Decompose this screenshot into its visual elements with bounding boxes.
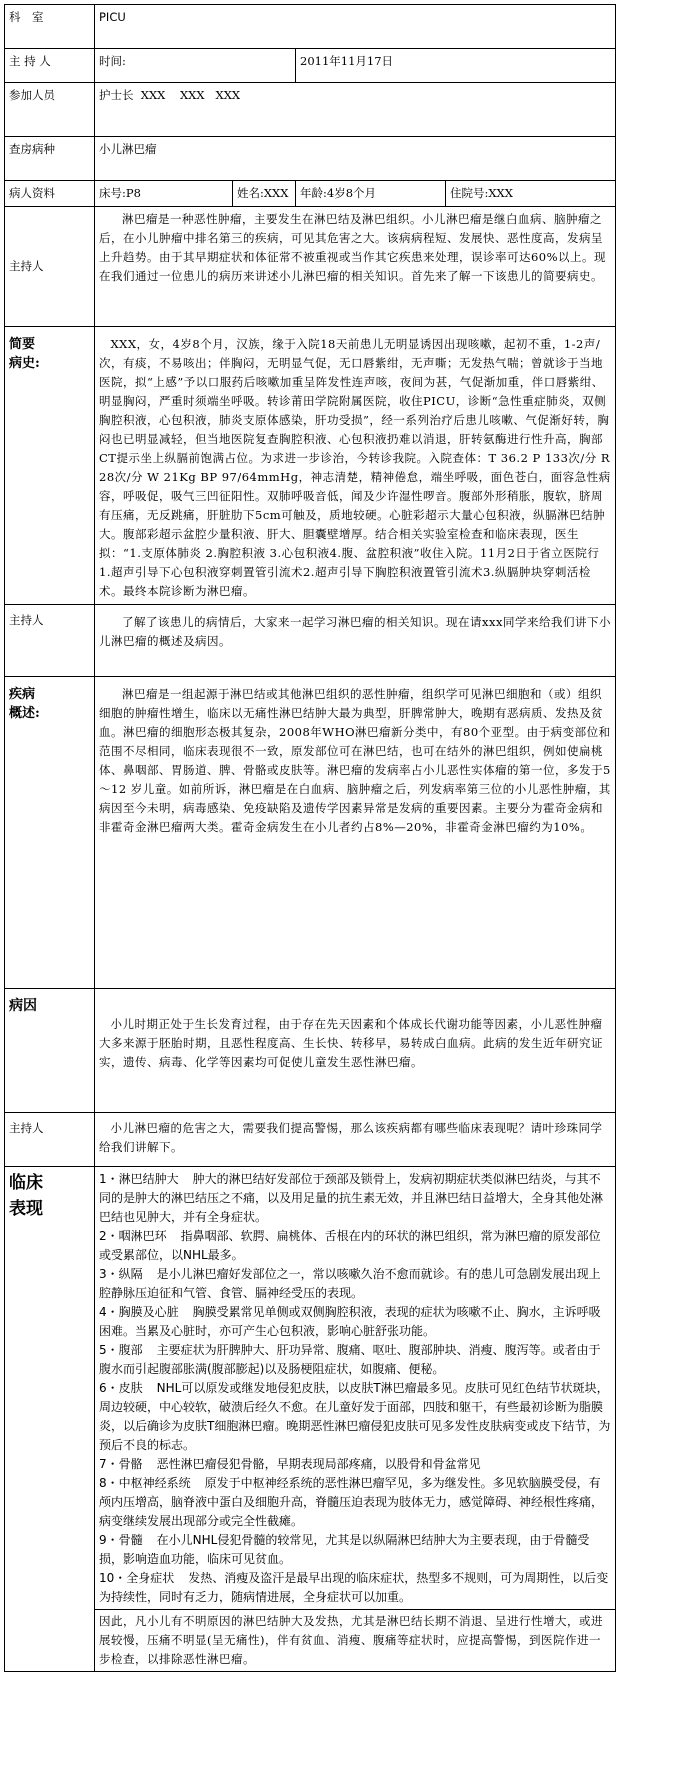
participants-label: 参加人员 [5, 83, 95, 137]
time-label: 时间: [95, 49, 296, 83]
host-question-cell [95, 1113, 616, 1167]
clinical-item [99, 1455, 611, 1474]
department-label: 科 室 [5, 5, 95, 49]
history-cell [95, 327, 616, 605]
overview-label: 疾病 概述: [5, 677, 95, 989]
host-transition-cell [95, 605, 616, 677]
clinical-items-list [99, 1170, 611, 1607]
overview-text: 淋巴瘤是一组起源于淋巴结或其他淋巴组织的恶性肿瘤，组织学可见淋巴细胞和（或）组织细胞的肿瘤性增生，临床以无痛性淋巴结肿大最为典型，肝脾常肿大，晚期有恶病质、发热及贫血。淋巴瘤的细胞形态极其复杂，2008年WHO淋巴瘤新分类中，有80个亚型。由于病变部位和范围不尽相同，临床表现很不一致，原发部位可在淋巴结，也可在结外的淋巴组织，例如使扁桃体、鼻咽部、胃肠道、脾、骨骼或皮肤等。淋巴瘤的发病率占小儿恶性实体瘤的第一位，多发于5～12 岁儿童。如前所诉，淋巴瘤是在白血病、脑肿瘤之后，列发病率第三位的小儿恶性肿瘤，其病因至今未明，病毒感染、免疫缺陷及遗传学因素异常是发病的重要因素。主要分为霍奇金病和非霍奇金淋巴瘤两大类。霍奇金病发生在小儿者约占8%—20%，非霍奇金淋巴瘤约为10%。 [99, 687, 611, 834]
participants-row [5, 83, 616, 137]
clinical-item [99, 1227, 611, 1265]
clinical-item [99, 1531, 611, 1569]
host-question-text: 小儿淋巴瘤的危害之大，需要我们提高警惕，那么该疾病都有哪些临床表现呢？请叶珍珠同学给我们讲解下。 [99, 1121, 603, 1154]
host-transition-row [5, 605, 616, 677]
etiology-cell [95, 989, 616, 1113]
disease-type-label: 查房病种 [5, 137, 95, 181]
history-label: 简要 病史: [5, 327, 95, 605]
clinical-item [99, 1265, 611, 1303]
clinical-label: 临床 表现 [5, 1167, 95, 1672]
clinical-item-text: 发热、消瘦及盗汗是最早出现的临床症状，热型多不规则，可为周期性，以后变为持续性，同时有乏力，随病情进展，全身症状可以加重。 [99, 1571, 609, 1604]
overview-cell [95, 677, 616, 989]
etiology-row [5, 989, 616, 1113]
clinical-item-title: 3・纵隔 [99, 1267, 143, 1281]
clinical-item-title: 4・胸膜及心脏 [99, 1305, 179, 1319]
clinical-item-title: 6・皮肤 [99, 1381, 143, 1395]
department-row [5, 5, 616, 49]
clinical-item-text: 在小儿NHL侵犯骨髓的较常见，尤其是以纵隔淋巴结肿大为主要表现，由于骨髓受损，影响造血功能，临床可见贫血。 [99, 1533, 590, 1566]
etiology-label: 病因 [5, 989, 95, 1113]
clinical-item-title: 8・中枢神经系统 [99, 1476, 191, 1490]
host-intro-label: 主持人 [5, 207, 95, 327]
clinical-closing-text: 因此，凡小儿有不明原因的淋巴结肿大及发热，尤其是淋巴结长期不消退、呈进行性增大，或进展较慢，压痛不明显(呈无痛性)，伴有贫血、消瘦、腹痛等症状时，应提高警惕，到医院作进一步检查，以排除恶性淋巴瘤。 [95, 1609, 615, 1669]
disease-type-row [5, 137, 616, 181]
host-row [5, 49, 616, 83]
clinical-item [99, 1341, 611, 1379]
clinical-item-title: 10・全身症状 [99, 1571, 175, 1585]
overview-row [5, 677, 616, 989]
clinical-item-title: 1・淋巴结肿大 [99, 1172, 179, 1186]
clinical-item-title: 7・骨骼 [99, 1457, 143, 1471]
clinical-item-text: 是小儿淋巴瘤好发部位之一，常以咳嗽久治不愈而就诊。有的患儿可急剧发展出现上腔静脉压迫征和气管、食管、膈神经受压的表现。 [99, 1267, 601, 1300]
patient-info-row [5, 181, 616, 207]
host-intro-row [5, 207, 616, 327]
clinical-item-title: 9・骨髓 [99, 1533, 143, 1547]
clinical-cell [95, 1167, 616, 1672]
disease-type-value: 小儿淋巴瘤 [95, 137, 616, 181]
bed-number: 床号:P8 [95, 181, 233, 207]
clinical-item [99, 1303, 611, 1341]
host-question-label: 主持人 [5, 1113, 95, 1167]
clinical-row [5, 1167, 616, 1672]
host-label: 主 持 人 [5, 49, 95, 83]
clinical-item-text: 指鼻咽部、软腭、扁桃体、舌根在内的环状的淋巴组织，常为淋巴瘤的原发部位或受累部位，以NHL最多。 [99, 1229, 601, 1262]
host-transition-text: 了解了该患儿的病情后，大家来一起学习淋巴瘤的相关知识。现在请xxx同学来给我们讲下小儿淋巴瘤的概述及病因。 [99, 615, 611, 648]
department-value: PICU [95, 5, 616, 49]
patient-info-label: 病人资料 [5, 181, 95, 207]
participants-value: 护士长 XXX XXX XXX [95, 83, 616, 137]
host-question-row [5, 1113, 616, 1167]
etiology-text: 小儿时期正处于生长发育过程，由于存在先天因素和个体成长代谢功能等因素，小儿恶性肿瘤大多来源于胚胎时期，且恶性程度高、生长快、转移早，易转成白血病。此病的发生近年研究证实，遗传、病毒、化学等因素均可促使儿童发生恶性淋巴瘤。 [99, 1017, 603, 1069]
clinical-item-text: 胸膜受累常见单侧或双侧胸腔积液，表现的症状为咳嗽不止、胸水，主诉呼吸困难。当累及心脏时，亦可产生心包积液，影响心脏舒张功能。 [99, 1305, 601, 1338]
host-intro-text: 淋巴瘤是一种恶性肿瘤，主要发生在淋巴结及淋巴组织。小儿淋巴瘤是继白血病、脑肿瘤之后，在小儿肿瘤中排名第三的疾病，可见其危害之大。该病病程短、发展快、恶性度高，发病呈上升趋势。由于其早期症状和体征常不被重视或当作其它疾患来处理，误诊率可达60%以上。现在我们通过一位患儿的病历来讲述小儿淋巴瘤的相关知识。首先来了解一下该患儿的简要病史。 [99, 212, 607, 283]
patient-name: 姓名:XXX [233, 181, 296, 207]
date-value: 2011年11月17日 [296, 49, 616, 83]
history-text: XXX，女，4岁8个月，汉族，缘于入院18天前患儿无明显诱因出现咳嗽，起初不重，1-2声/次，有痰，不易咳出；伴胸闷，无明显气促，无口唇紫绀，无声嘶；无发热气喘；曾就诊于当地医院，拟“上感”予以口服药后咳嗽加重呈阵发性连声咳，夜间为甚，气促渐加重，伴口唇紫绀、明显胸闷，严重时须端坐呼吸。转诊莆田学院附属医院，收住PICU，诊断“急性重症肺炎，双侧胸腔积液，心包积液，肺炎支原体感染，肝功受损”，经一系列治疗后患儿咳嗽、气促渐好转，胸闷也已明显减轻，但当地医院复查胸腔积液、心包积液扔难以消退，肝转氨酶进行性升高，胸部CT提示坐上纵膈前饱满占位。为求进一步诊治，今转诊我院。入院查体：T 36.2 P 133次/分 R 28次/分 W 21Kg BP 97/64mmHg，神志清楚，精神倦怠，端坐呼吸，面色苍白，面容急性病容，呼吸促，吸气三凹征阳性。双肺呼吸音低，闻及少许湿性啰音。腹部外形稍胀，腹软，脐周有压痛，无反跳痛，肝脏肋下5cm可触及，质地较硬。心脏彩超示大量心包积液，纵膈淋巴结肿大。腹部彩超示盆腔少量积液、肝大、胆囊壁增厚。结合相关实验室检查和临床表现，医生拟：“1.支原体肺炎 2.胸腔积液 3.心包积液4.腹、盆腔积液”收住入院。11月2日于省立医院行1.超声引导下心包积液穿刺置管引流术2.超声引导下胸腔积液置管引流术3.纵膈肿块穿刺活检术。最终本院诊断为淋巴瘤。 [99, 337, 611, 598]
history-row [5, 327, 616, 605]
ward-round-record-table [4, 4, 616, 1672]
clinical-item [99, 1379, 611, 1455]
patient-age: 年龄:4岁8个月 [296, 181, 446, 207]
clinical-item-title: 2・咽淋巴环 [99, 1229, 167, 1243]
clinical-item-text: 主要症状为肝脾肿大、肝功异常、腹痛、呕吐、腹部肿块、消瘦、腹泻等。或者由于腹水而引起腹部胀满(腹部膨起)以及肠梗阻症状，如腹痛、便秘。 [99, 1343, 601, 1376]
clinical-item-text: 恶性淋巴瘤侵犯骨骼，早期表现局部疼痛，以股骨和骨盆常见 [156, 1457, 481, 1471]
clinical-item [99, 1569, 611, 1607]
clinical-item-text: 原发于中枢神经系统的恶性淋巴瘤罕见，多为继发性。多见软脑膜受侵，有颅内压增高，脑脊液中蛋白及细胞升高，脊髓压迫表现为肢体无力，感觉障碍、神经根性疼痛，病变继续发展出现部分或完全性截瘫。 [99, 1476, 604, 1528]
host-intro-cell [95, 207, 616, 327]
admission-number: 住院号:XXX [446, 181, 616, 207]
clinical-item-text: 肿大的淋巴结好发部位于颈部及锁骨上，发病初期症状类似淋巴结炎，与其不同的是肿大的淋巴结压之不痛，以及用足量的抗生素无效，并且淋巴结日益增大，全身其他处淋巴结也见肿大，并有全身症状。 [99, 1172, 604, 1224]
clinical-item [99, 1474, 611, 1531]
clinical-item-title: 5・腹部 [99, 1343, 143, 1357]
clinical-item-text: NHL可以原发或继发地侵犯皮肤，以皮肤T淋巴瘤最多见。皮肤可见红色结节状斑块，周边较硬，中心较软，破溃后经久不愈。在儿童好发于面部，四肢和躯干，有些最初诊断为脂膜炎，以后确诊为皮肤T细胞淋巴瘤。晚期恶性淋巴瘤侵犯皮肤可见多发性皮肤病变或皮下结节，为预后不良的标志。 [99, 1381, 611, 1452]
clinical-item [99, 1170, 611, 1227]
host-transition-label: 主持人 [5, 605, 95, 677]
